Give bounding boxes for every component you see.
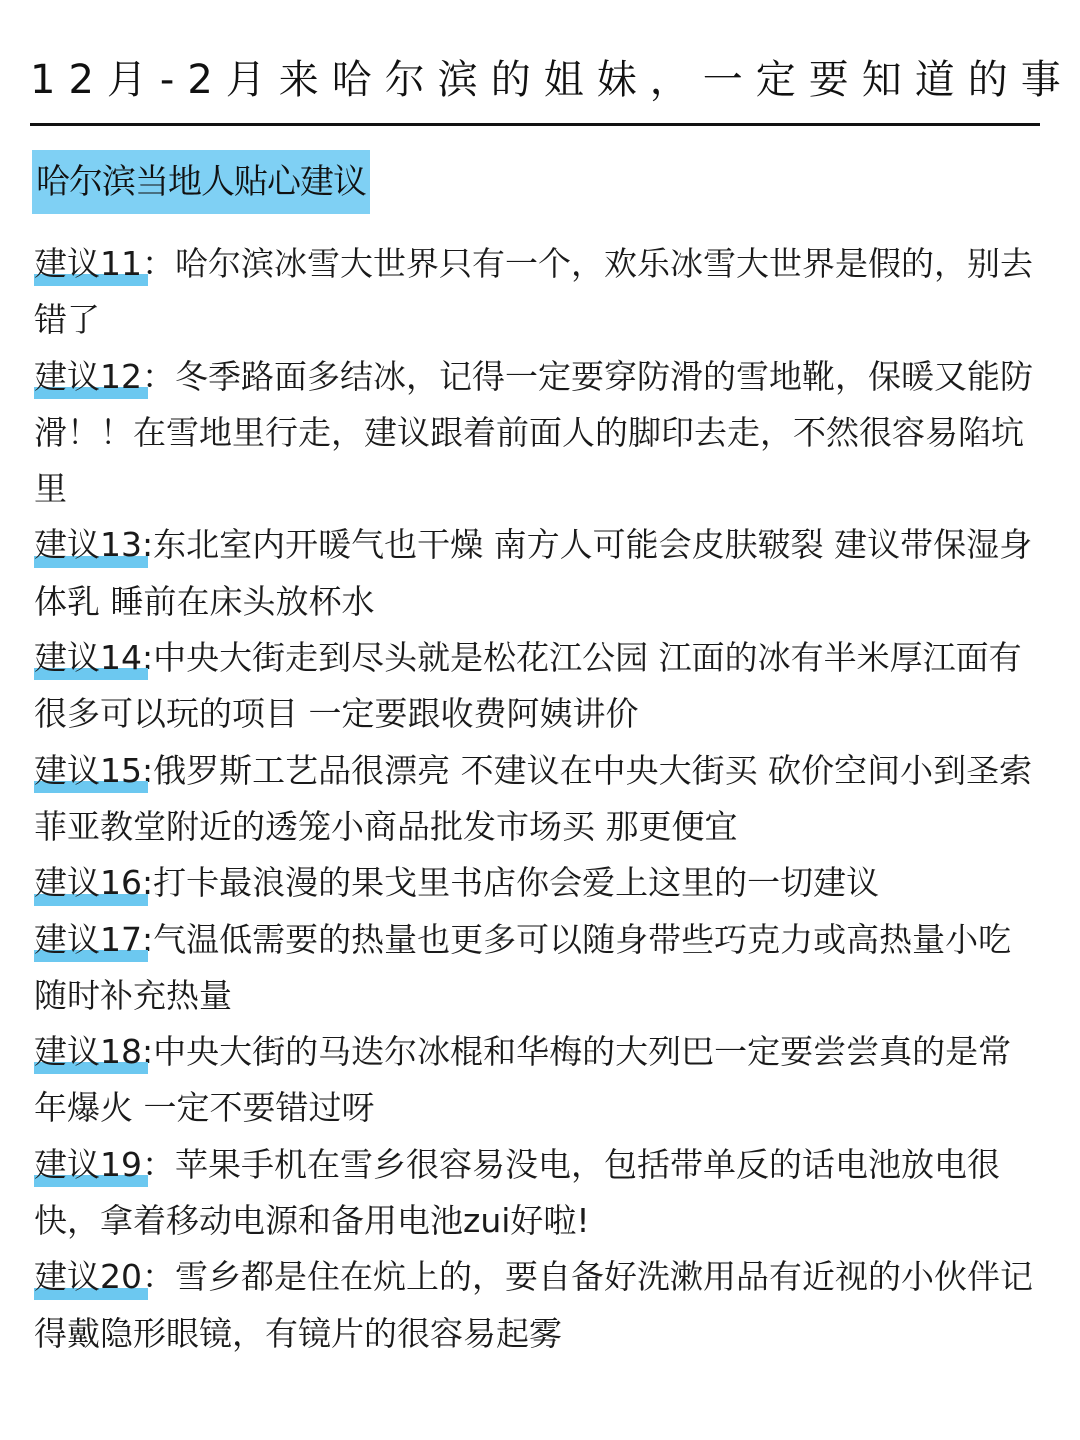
tip-item [34,912,1044,1025]
tip-item [34,1137,1044,1250]
tip-item [34,855,1044,911]
tip-text: ：哈尔滨冰雪大世界只有一个，欢乐冰雪大世界是假的，别去错了 [34,244,1033,340]
tip-text: :打卡最浪漫的果戈里书店你会爱上这里的一切建议 [142,863,880,903]
tip-text: ：雪乡都是住在炕上的，要自备好洗漱用品有近视的小伙伴记得戴隐形眼镜，有镜片的很容易起雾 [34,1257,1033,1353]
tip-item [34,1249,1044,1362]
tip-label: 建议18 [34,1024,142,1080]
tip-text: ：苹果手机在雪乡很容易没电，包括带单反的话电池放电很快，拿着移动电源和备用电池zui好啦! [34,1144,1000,1241]
tip-label: 建议12 [34,349,142,405]
tip-label: 建议20 [34,1249,142,1305]
tip-label: 建议11 [34,236,142,292]
tip-item [34,630,1044,743]
tip-item [34,349,1044,518]
tip-text: :中央大街的马迭尔冰棍和华梅的大列巴一定要尝尝真的是常年爆火 一定不要错过呀 [34,1032,1012,1128]
tip-text: :气温低需要的热量也更多可以随身带些巧克力或高热量小吃随时补充热量 [34,919,1012,1015]
tip-label: 建议19 [34,1137,142,1193]
section-tag: 哈尔滨当地人贴心建议 [32,150,370,214]
title-divider [30,123,1040,126]
tip-item [34,236,1044,349]
page-title: 12月-2月来哈尔滨的姐妹，一定要知道的事 [30,57,1074,103]
tip-text: :中央大街走到尽头就是松花江公园 江面的冰有半米厚江面有很多可以玩的项目 一定要跟收费阿姨讲价 [34,638,1022,734]
tip-label: 建议16 [34,855,142,911]
tips-list [34,236,1044,1362]
tip-label: 建议17 [34,912,142,968]
tip-label: 建议13 [34,517,142,573]
tip-label: 建议15 [34,743,142,799]
tip-item [34,743,1044,856]
tip-label: 建议14 [34,630,142,686]
tip-text: :东北室内开暖气也干燥 南方人可能会皮肤皲裂 建议带保湿身体乳 睡前在床头放杯水 [34,525,1033,621]
tip-item [34,1024,1044,1137]
tip-item [34,517,1044,630]
tip-text: :俄罗斯工艺品很漂亮 不建议在中央大街买 砍价空间小到圣索菲亚教堂附近的透笼小商品批发市场买 那更便宜 [34,750,1033,846]
tip-text: ：冬季路面多结冰，记得一定要穿防滑的雪地靴，保暖又能防滑！！在雪地里行走，建议跟着前面人的脚印去走，不然很容易陷坑里 [34,356,1033,509]
